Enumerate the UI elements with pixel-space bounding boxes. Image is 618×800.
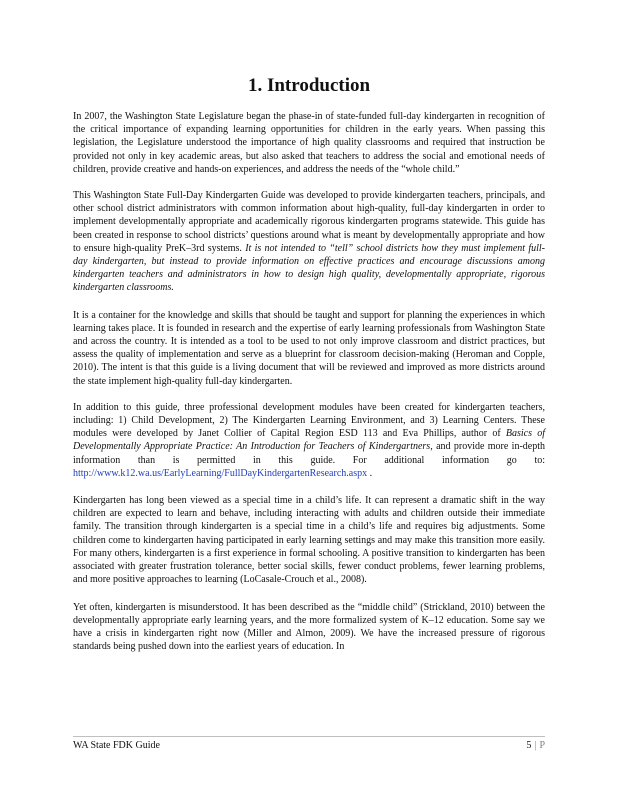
paragraph-2-italic: It is not intended to “tell” school districts how they must implement full-day kindergarten, but instead to provide information on effective practices and encourage discussions among kindergarten teachers and administrators in how to design high quality, developmentally appropriate, rigorous kindergarten classrooms. (73, 242, 546, 294)
paragraph-3: It is a container for the knowledge and skills that should be taught and support for planning the experiences in which learning takes place. It is founded in research and the expertise of early learning professionals from Washington State and across the country. It is intended as a tool to be used to not only improve classroom and district practices, but assess the quality of implementation and serve as a blueprint for classroom decision-making (Heroman and Copple, 2010). The intent is that this guide is a living document that will be reviewed and improved as more districts around the state implement high-quality full-day kindergarten. (73, 309, 545, 387)
page-number: 5 (526, 740, 532, 751)
page-footer (73, 736, 545, 751)
paragraph-5: Kindergarten has long been viewed as a special time in a child’s life. It can represent a dramatic shift in the way children are expected to learn and behave, including interacting with adults and children outside their immediate family. The transition through kindergarten is a special time in a child’s life and requires big adjustments. Some children come to kindergarten having participated in early learning settings and may make this transition more easily. For many others, kindergarten is a first experience in formal schooling. A positive transition to kindergarten has been associated with greater frustration tolerance, better social skills, fewer conduct problems, fewer learning problems, and more positive approaches to learning (LoCasale-Crouch et al., 2008). (73, 495, 545, 586)
paragraph-4-book-title: Basics of Developmentally Appropriate Practice: An Introduction for Teachers of Kindergartners, (73, 428, 546, 453)
footer-doc-title: WA State FDK Guide (73, 740, 160, 751)
paragraph-4-text-a: In addition to this guide, three professional development modules have been created for kindergarten teachers, including: 1) Child Development, 2) The Kindergarten Learning Environment, and 3) Learning Centers. These modules were developed by Janet Collier of Capital Region ESD 113 and Eva Phillips, author of (73, 401, 545, 440)
paragraph-2-text: This Washington State Full-Day Kindergarten Guide was developed to provide kindergarten teachers, principals, and other school district administrators with common information about high-quality, full-day kindergarten in order to implement developmentally appropriate and academically rigorous kindergarten programs statewide. This guide has been created in response to school districts’ questions around what is meant by developmentally appropriate and how to ensure high-quality PreK–3rd systems. (73, 190, 545, 254)
footer-page-info (526, 740, 545, 751)
page-label: P (539, 740, 545, 751)
paragraph-4-end: . (367, 467, 373, 479)
document-body (73, 110, 545, 666)
paragraph-1: In 2007, the Washington State Legislature began the phase-in of state-funded full-day kindergarten in recognition of the critical importance of expanding learning opportunities for children in the early years. When passing this legislation, the Legislature understood the importance of high quality classrooms and required that instruction be provided not only in key academic areas, but also asked that teachers to address the social and emotional needs of children, provide creative and hands-on experiences, and address the needs of the “whole child.” (73, 111, 545, 175)
paragraph-2 (73, 189, 545, 295)
paragraph-4 (73, 401, 545, 480)
footer-separator: | (534, 740, 537, 751)
research-link[interactable]: http://www.k12.wa.us/EarlyLearning/FullDayKindergartenResearch.aspx (73, 467, 368, 479)
paragraph-6: Yet often, kindergarten is misunderstood. It has been described as the “middle child” (Strickland, 2010) between the developmentally appropriate early learning years, and the more formalized system of K–12 education. Some say we have a crisis in kindergarten right now (Miller and Almon, 2009). We have the increased pressure of rigorous standards being pushed down into the earliest years of education. In (73, 601, 545, 653)
page-title: 1. Introduction (247, 75, 371, 96)
paragraph-4-text-b: and provide more in-depth information than is permitted in this guide. For additional information go to: (73, 441, 545, 466)
